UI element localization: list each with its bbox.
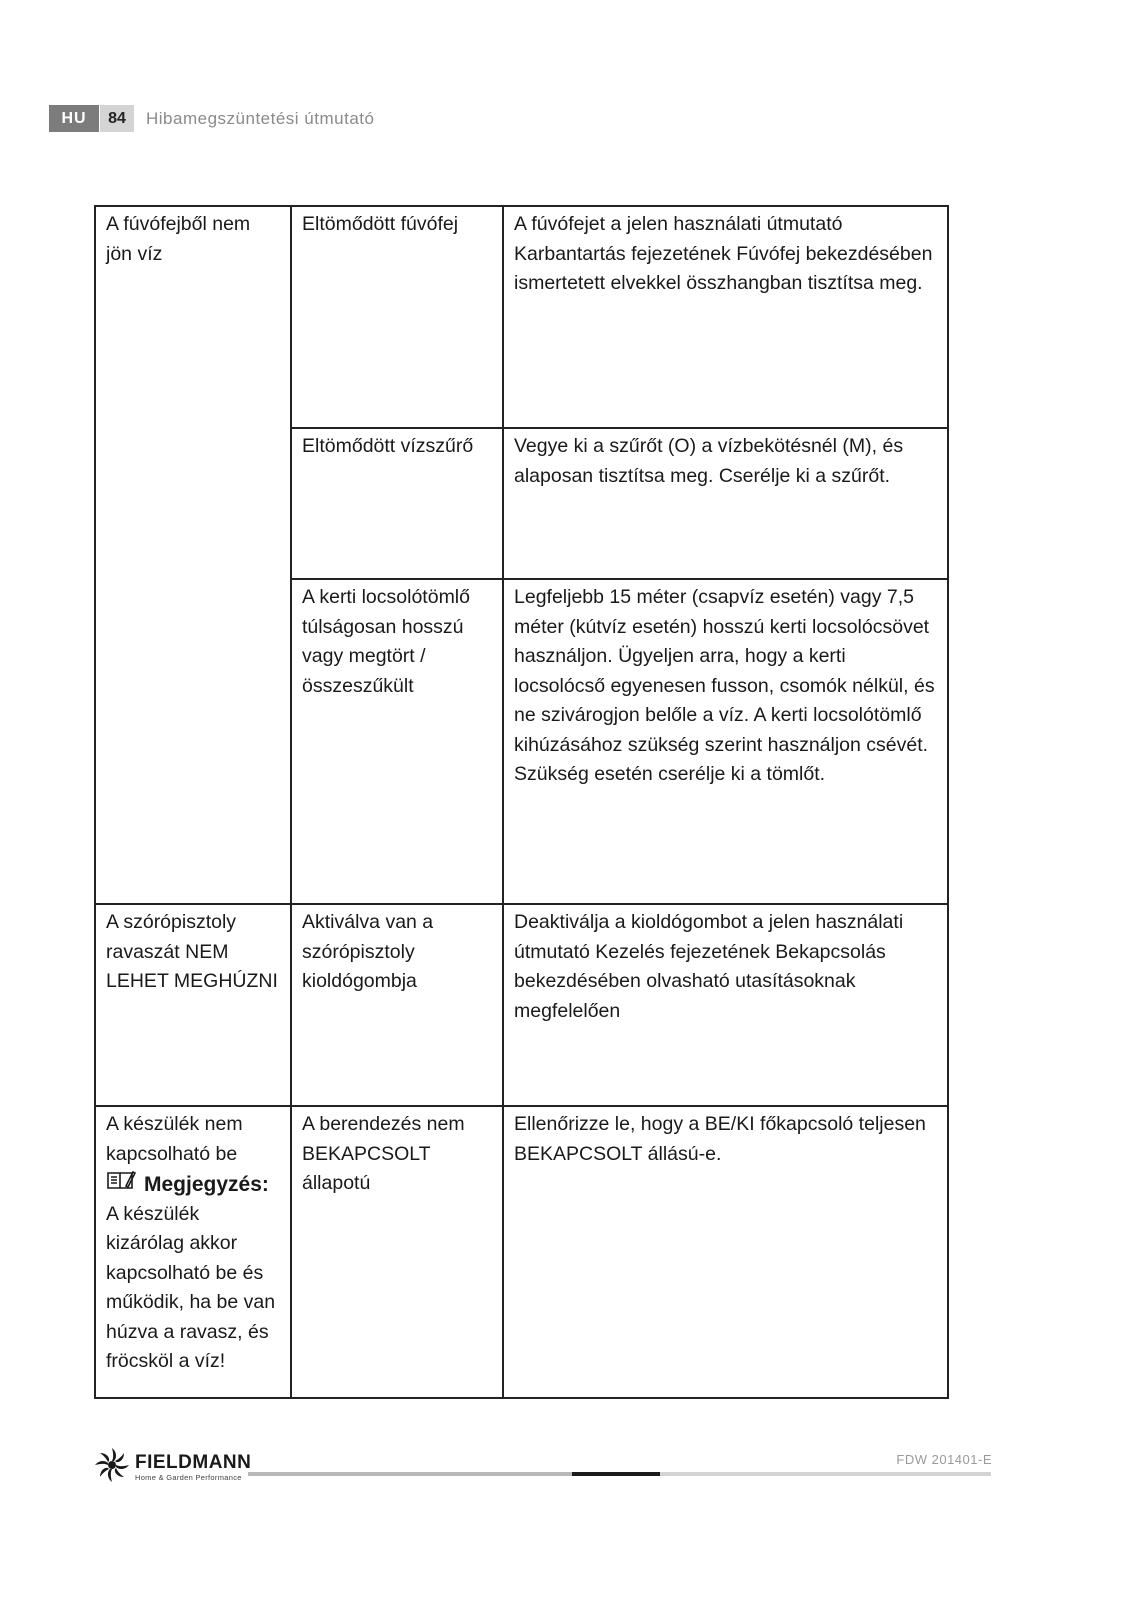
cause-cell: Eltömődött fúvófej [291,206,503,428]
problem-cell: A szórópisztoly ravaszát NEM LEHET MEGHÚZNI [95,904,291,1106]
table-row [95,206,948,428]
model-code: FDW 201401-E [896,1452,992,1467]
book-icon [106,1169,136,1200]
table-row [95,904,948,1106]
solution-cell: Vegye ki a szűrőt (O) a vízbekötésnél (M), és alaposan tisztítsa meg. Cserélje ki a szűrőt. [503,428,948,579]
note-text: A készülék kizárólag akkor kapcsolható be és működik, ha be van húzva a ravasz, és fröcsköl a víz! [106,1202,276,1372]
cause-cell: Eltömődött vízszűrő [291,428,503,579]
solution-cell: A fúvófejet a jelen használati útmutató Karbantartás fejezetének Fúvófej bekezdésében ismertetett elvekkel összhangban tisztítsa meg. [503,206,948,428]
note-label: Megjegyzés: [144,1172,269,1196]
solution-cell: Deaktiválja a kioldógombot a jelen használati útmutató Kezelés fejezetének Bekapcsolás bekezdésében olvasható utasításoknak megfelelően [503,904,948,1106]
problem-cell: A fúvófejből nem jön víz [95,206,291,904]
footer-divider [248,1472,991,1476]
brand-tagline: Home & Garden Performance [135,1472,242,1482]
cause-cell: A berendezés nem BEKAPCSOLT állapotú [291,1106,503,1398]
problem-text: A készülék nem kapcsolható be [106,1113,243,1165]
table-row [95,1106,948,1398]
note-heading [106,1169,280,1200]
footer-bar-segment [572,1472,660,1476]
page-number: 84 [100,105,134,132]
fieldmann-logo-icon [93,1446,131,1489]
footer-bar-segment [660,1472,991,1476]
brand-name: FIELDMANN [135,1451,252,1473]
solution-cell: Legfeljebb 15 méter (csapvíz esetén) vagy 7,5 méter (kútvíz esetén) hosszú kerti locsolócsövet használjon. Ügyeljen arra, hogy a kerti locsolócső egyenesen fusson, csomók nélkül, és ne szivárogjon belőle a víz. A kerti locsolótömlő kihúzásához szükség szerint használjon csévét. Szükség esetén cserélje ki a tömlőt. [503,579,948,904]
solution-cell: Ellenőrizze le, hogy a BE/KI főkapcsoló teljesen BEKAPCSOLT állású-e. [503,1106,948,1398]
page-header [49,105,374,132]
cause-cell: A kerti locsolótömlő túlságosan hosszú vagy megtört / összeszűkült [291,579,503,904]
cause-cell: Aktiválva van a szórópisztoly kioldógombja [291,904,503,1106]
troubleshooting-table [94,205,949,1399]
language-tab: HU [49,105,99,132]
footer-bar-segment [248,1472,572,1476]
problem-cell [95,1106,291,1398]
section-title: Hibamegszüntetési útmutató [146,108,375,128]
logo-text [135,1453,251,1482]
brand-logo [93,1448,251,1486]
